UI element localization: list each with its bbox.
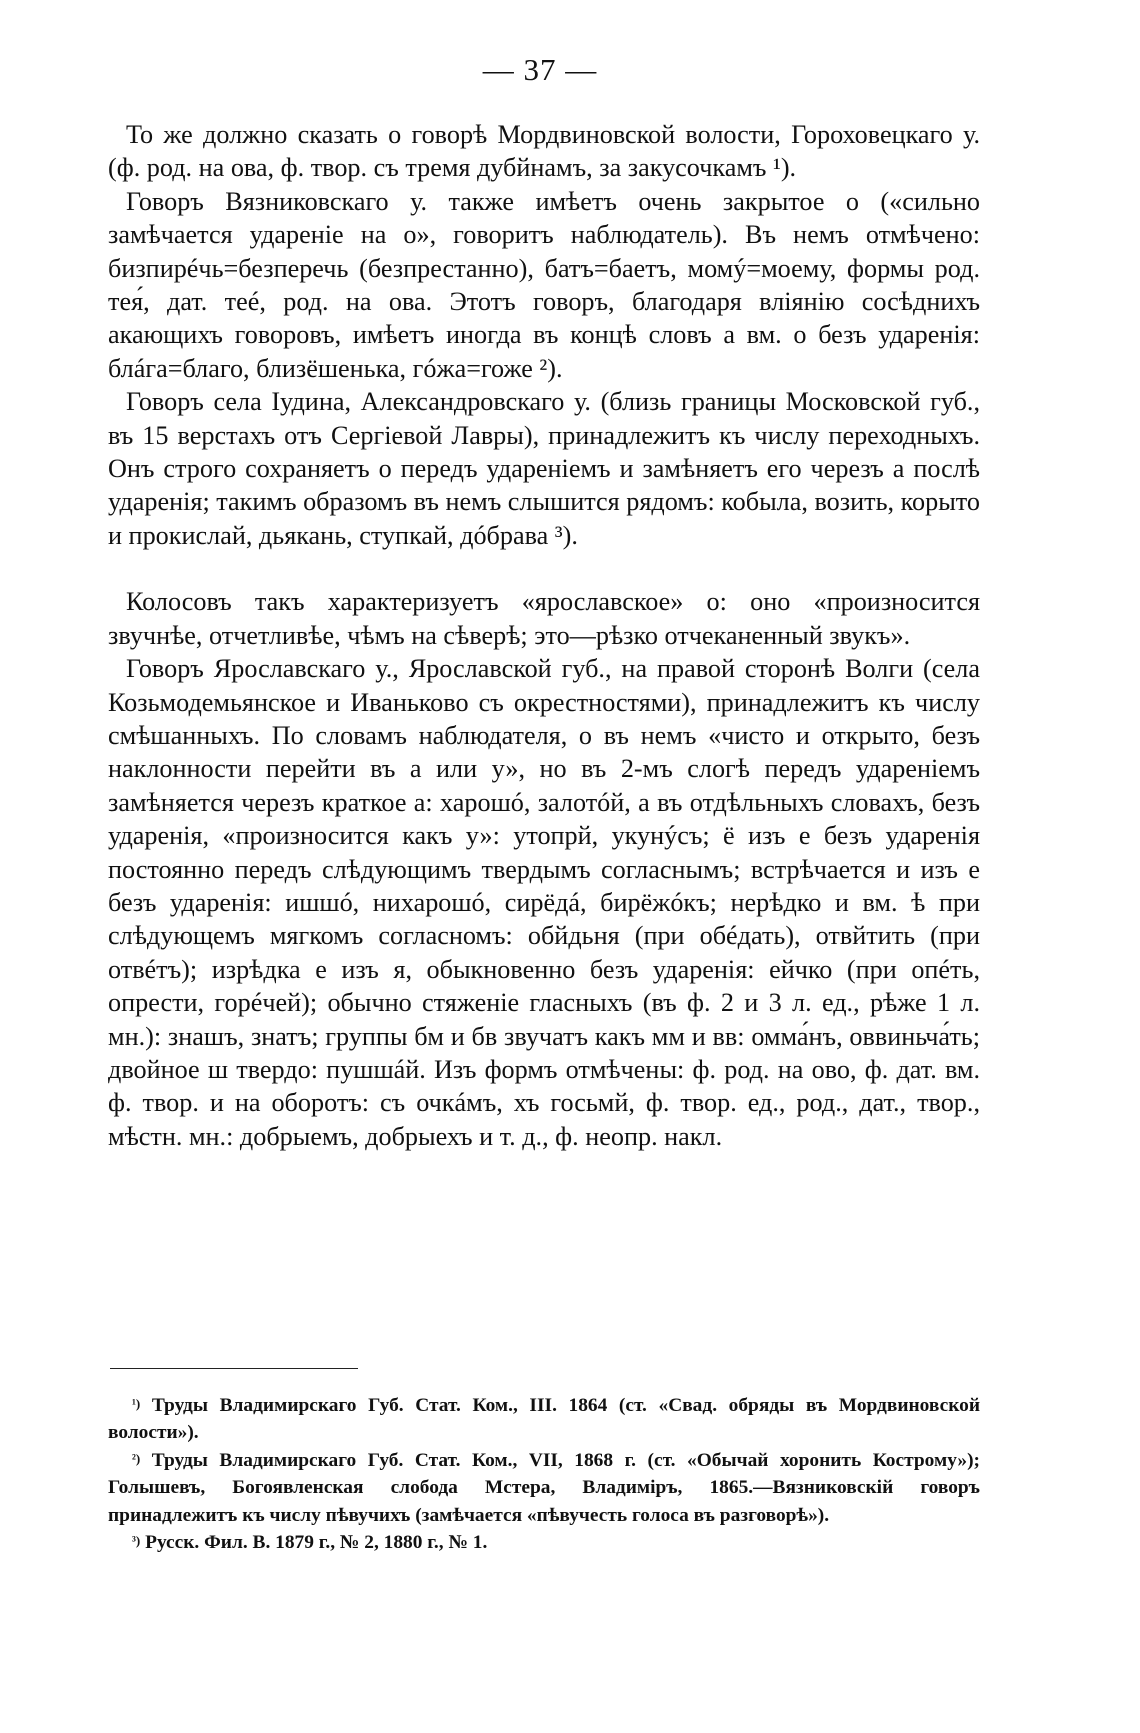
footnote-2-text: Труды Владимирскаго Губ. Стат. Ком., VII, 1868 г. (ст. «Обычай хоронить Кострому»); Голышевъ, Богоявленская слобода Мстера, Владиміръ, 1865.—Вязниковскій говоръ принадлежитъ къ числу пѣвучихъ (замѣчается «пѣвучесть голоса въ разговорѣ»). [108, 1449, 980, 1526]
page-number: — 37 — [482, 52, 598, 87]
main-text [108, 118, 980, 1153]
footnote-2 [108, 1447, 980, 1529]
paragraph-5: Говоръ Ярославскаго у., Ярославской губ., на правой сторонѣ Волги (села Козьмодемьянское и Иваньково съ окрестностями), принадлежитъ къ числу смѣшанныхъ. По словамъ наблюдателя, о въ немъ «чисто и открыто, безъ наклонности перейти въ а или у», но въ 2-мъ слогѣ передъ удареніемъ замѣняется черезъ краткое а: харошó, залотóй, а въ отдѣльныхъ словахъ, безъ ударенія, «произносится какъ у»: утопрй, укунýсъ; ё изъ е безъ ударенія постоянно передъ слѣдующимъ твердымъ согласнымъ; встрѣчается и изъ е безъ ударенія: ишшó, нихарошó, сирёдá, бирёжóкъ; нерѣдко и вм. ѣ при слѣдующемъ мягкомъ согласномъ: обйдьня (при обéдать), отвйтить (при отвéтъ); изрѣдка е изъ я, обыкновенно безъ ударенія: ейчко (при опéть, опрести, горéчей); обычно стяженіе гласныхъ (въ ф. 2 и 3 л. ед., рѣже 1 л. мн.): знашъ, знатъ; группы бм и бв звучатъ какъ мм и вв: омма́нъ, оввиньча́ть; двойное ш твердо: пушшáй. Изъ формъ отмѣчены: ф. род. на ово, ф. дат. вм. ф. твор. и на оборотъ: съ очкáмъ, хъ госьмй, ф. твор. ед., род., дат., твор., мѣстн. мн.: добрыемъ, добрыехъ и т. д., ф. неопр. накл. [108, 654, 980, 1151]
paragraph-3: Говоръ села Іудина, Александровскаго у. (близь границы Московской губ., въ 15 верстахъ отъ Сергіевой Лавры), принадлежитъ къ числу переходныхъ. Онъ строго сохраняетъ о передъ удареніемъ и замѣняетъ его черезъ а послѣ ударенія; такимъ образомъ въ немъ слышится рядомъ: кобыла, возить, корыто и прокислай, дьякань, ступкай, дóбрава ³). [108, 387, 980, 550]
footnote-3-mark: ³) [132, 1533, 141, 1549]
footnotes [108, 1392, 980, 1556]
footnote-1 [108, 1392, 980, 1447]
paragraph-4: Колосовъ такъ характеризуетъ «ярославское» о: оно «произносится звучнѣе, отчетливѣе, чѣмъ на сѣверѣ; это—рѣзко отчеканенный звукъ». [108, 587, 980, 650]
footnote-divider [110, 1368, 358, 1369]
paragraph-1: То же должно сказать о говорѣ Мордвиновской волости, Гороховецкаго у. (ф. род. на ова, ф. твор. съ тремя дубйнамъ, за закусочкамъ ¹). [108, 120, 980, 183]
footnote-1-mark: ¹) [132, 1396, 141, 1411]
footnote-1-text: Труды Владимирскаго Губ. Стат. Ком., III. 1864 (ст. «Свад. обряды въ Мордвиновской волости»). [108, 1395, 980, 1444]
footnote-3 [108, 1529, 980, 1556]
footnote-3-text: Русск. Фил. В. 1879 г., № 2, 1880 г., № 1. [145, 1532, 488, 1554]
paragraph-2: Говоръ Вязниковскаго у. также имѣетъ очень закрытое о («сильно замѣчается удареніе на о», говоритъ наблюдатель). Въ немъ отмѣчено: бизпирéчь=безперечь (безпрестанно), батъ=баетъ, момý=моему, формы род. тея́, дат. теé, род. на ова. Этотъ говоръ, благодаря вліянію сосѣднихъ акающихъ говоровъ, имѣетъ иногда въ концѣ словъ а вм. о безъ ударенія: блáга=благо, близёшенька, гóжа=гоже ²). [108, 186, 980, 383]
footnote-2-mark: ²) [132, 1450, 141, 1466]
